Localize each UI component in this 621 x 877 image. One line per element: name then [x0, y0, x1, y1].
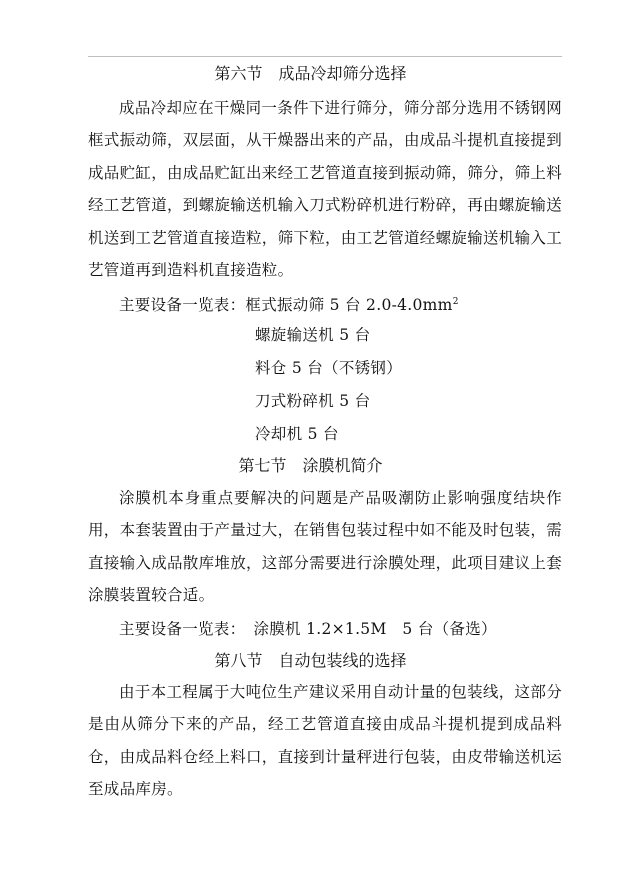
section-6-equipment-first: 框式振动筛 5 台 2.0-4.0mm	[245, 296, 453, 314]
section-6-paragraph: 成品冷却应在干燥同一条件下进行筛分，筛分部分选用不锈钢网框式振动筛，双层面，从干燥器出来的产品，由成品斗提机直接提到成品贮缸，由成品贮缸出来经工艺管道直接到振动筛，筛分，筛上料经工艺管道，到螺旋输送机输入刀式粉碎机进行粉碎，再由螺旋输送机送到工艺管道直接造粒，筛下粒，由工艺管道经螺旋输送机输入工艺管道再到造料机直接造粒。	[88, 99, 563, 280]
section-6-equipment-item: 螺旋输送机 5 台	[255, 326, 371, 344]
section-7-heading: 第七节 涂膜机简介	[238, 456, 383, 475]
section-6-equipment-item: 冷却机 5 台	[255, 425, 339, 443]
section-6-equipment-item: 刀式粉碎机 5 台	[255, 392, 371, 410]
header-rule	[88, 56, 562, 57]
squared-superscript: 2	[452, 297, 459, 307]
section-8-heading: 第八节 自动包装线的选择	[214, 651, 407, 670]
section-6-equipment-first-line	[119, 292, 459, 315]
section-7-paragraph: 涂膜机本身重点要解决的问题是产品吸潮防止影响强度结块作用，本套装置由于产量过大，在销售包装过程中如不能及时包装，需直接输入成品散库堆放，这部分需要进行涂膜处理，此项目建议上套涂膜装置较合适。	[88, 489, 563, 605]
section-6-heading: 第六节 成品冷却筛分选择	[214, 64, 407, 83]
section-8-paragraph: 由于本工程属于大吨位生产建议采用自动计量的包装线，这部分是由从筛分下来的产品，经工艺管道直接由成品斗提机提到成品料仓，由成品料仓经上料口，直接到计量秤进行包装，由皮带输送机运至成品库房。	[88, 683, 563, 799]
section-7-equipment-line: 主要设备一览表： 涂膜机 1.2×1.5M 5 台（备选）	[119, 620, 497, 638]
section-6-equipment-item: 料仓 5 台（不锈钢）	[255, 359, 403, 377]
section-6-equipment-label: 主要设备一览表：	[119, 296, 246, 314]
